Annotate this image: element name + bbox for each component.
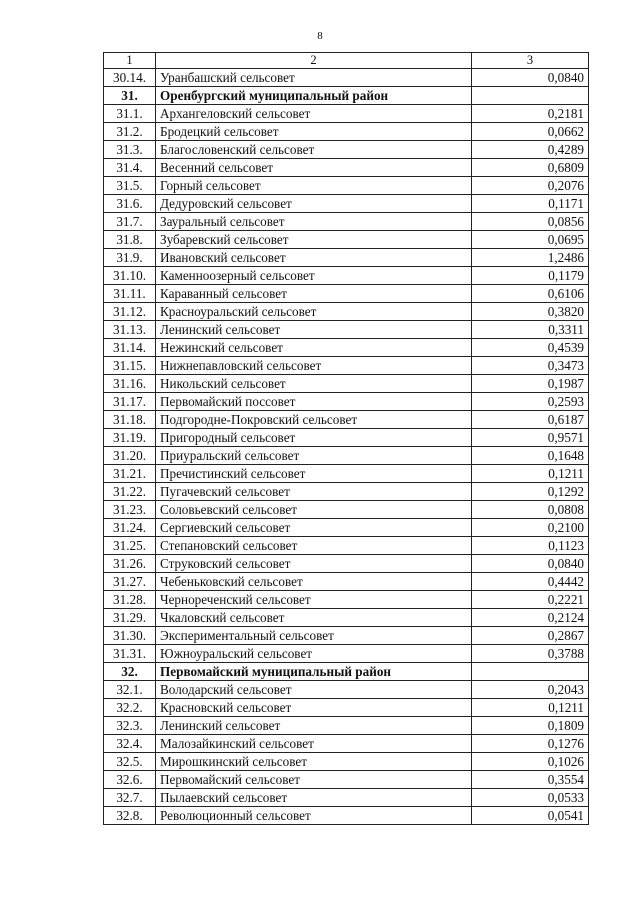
row-number: 31.6. bbox=[104, 195, 156, 213]
coefficient-value: 0,1809 bbox=[472, 717, 589, 735]
page-number: 8 bbox=[317, 30, 323, 42]
column-header-3: 3 bbox=[472, 53, 589, 69]
table-row bbox=[104, 123, 589, 141]
table-row bbox=[104, 303, 589, 321]
table-row bbox=[104, 717, 589, 735]
settlement-name: Пригородный сельсовет bbox=[156, 429, 472, 447]
table-row bbox=[104, 501, 589, 519]
coefficient-value: 0,6106 bbox=[472, 285, 589, 303]
table-row bbox=[104, 627, 589, 645]
table-row bbox=[104, 807, 589, 825]
coefficient-value: 0,1276 bbox=[472, 735, 589, 753]
settlement-name: Ивановский сельсовет bbox=[156, 249, 472, 267]
coefficient-value: 0,4289 bbox=[472, 141, 589, 159]
settlement-name: Бродецкий сельсовет bbox=[156, 123, 472, 141]
coefficient-value: 0,1211 bbox=[472, 465, 589, 483]
coefficient-value: 0,1648 bbox=[472, 447, 589, 465]
row-number: 31.25. bbox=[104, 537, 156, 555]
settlement-name: Революционный сельсовет bbox=[156, 807, 472, 825]
row-number: 31.3. bbox=[104, 141, 156, 159]
row-number: 31.8. bbox=[104, 231, 156, 249]
coefficient-value: 0,2100 bbox=[472, 519, 589, 537]
settlement-name: Володарский сельсовет bbox=[156, 681, 472, 699]
coefficient-value bbox=[472, 87, 589, 105]
coefficient-value: 0,1171 bbox=[472, 195, 589, 213]
settlement-name: Пылаевский сельсовет bbox=[156, 789, 472, 807]
table-row bbox=[104, 537, 589, 555]
table-body bbox=[104, 69, 589, 825]
coefficient-value: 0,2867 bbox=[472, 627, 589, 645]
settlement-name: Архангеловский сельсовет bbox=[156, 105, 472, 123]
table-row bbox=[104, 141, 589, 159]
table-row bbox=[104, 69, 589, 87]
row-number: 31.15. bbox=[104, 357, 156, 375]
settlement-name: Струковский сельсовет bbox=[156, 555, 472, 573]
row-number: 32.3. bbox=[104, 717, 156, 735]
coefficient-value: 0,0840 bbox=[472, 555, 589, 573]
settlement-name: Благословенский сельсовет bbox=[156, 141, 472, 159]
row-number: 31.12. bbox=[104, 303, 156, 321]
settlement-name: Малозайкинский сельсовет bbox=[156, 735, 472, 753]
table-row bbox=[104, 177, 589, 195]
coefficient-value: 0,0695 bbox=[472, 231, 589, 249]
settlement-name: Зауральный сельсовет bbox=[156, 213, 472, 231]
coefficient-value: 1,2486 bbox=[472, 249, 589, 267]
coefficient-value: 0,6809 bbox=[472, 159, 589, 177]
row-number: 31.20. bbox=[104, 447, 156, 465]
table-row bbox=[104, 681, 589, 699]
coefficient-value: 0,2593 bbox=[472, 393, 589, 411]
table-row bbox=[104, 195, 589, 213]
settlement-name: Чкаловский сельсовет bbox=[156, 609, 472, 627]
settlement-name: Красновский сельсовет bbox=[156, 699, 472, 717]
coefficient-value: 0,3820 bbox=[472, 303, 589, 321]
row-number: 31.18. bbox=[104, 411, 156, 429]
row-number: 31. bbox=[104, 87, 156, 105]
row-number: 31.29. bbox=[104, 609, 156, 627]
table-row bbox=[104, 411, 589, 429]
settlement-name: Чебеньковский сельсовет bbox=[156, 573, 472, 591]
column-header-1: 1 bbox=[104, 53, 156, 69]
settlement-name: Дедуровский сельсовет bbox=[156, 195, 472, 213]
settlement-name: Ленинский сельсовет bbox=[156, 321, 472, 339]
row-number: 31.19. bbox=[104, 429, 156, 447]
district-name: Оренбургский муниципальный район bbox=[156, 87, 472, 105]
row-number: 32.4. bbox=[104, 735, 156, 753]
settlement-name: Чернореченский сельсовет bbox=[156, 591, 472, 609]
settlement-name: Приуральский сельсовет bbox=[156, 447, 472, 465]
row-number: 31.4. bbox=[104, 159, 156, 177]
table-row bbox=[104, 105, 589, 123]
table-row bbox=[104, 339, 589, 357]
coefficient-value: 0,1179 bbox=[472, 267, 589, 285]
row-number: 31.16. bbox=[104, 375, 156, 393]
row-number: 31.10. bbox=[104, 267, 156, 285]
coefficient-value: 0,0840 bbox=[472, 69, 589, 87]
column-header-2: 2 bbox=[156, 53, 472, 69]
row-number: 32.6. bbox=[104, 771, 156, 789]
row-number: 30.14. bbox=[104, 69, 156, 87]
row-number: 31.31. bbox=[104, 645, 156, 663]
row-number: 32.5. bbox=[104, 753, 156, 771]
row-number: 31.1. bbox=[104, 105, 156, 123]
settlement-name: Соловьевский сельсовет bbox=[156, 501, 472, 519]
table-row bbox=[104, 573, 589, 591]
table-row bbox=[104, 591, 589, 609]
settlement-name: Первомайский поссовет bbox=[156, 393, 472, 411]
settlement-name: Пугачевский сельсовет bbox=[156, 483, 472, 501]
settlement-name: Пречистинский сельсовет bbox=[156, 465, 472, 483]
settlement-name: Первомайский сельсовет bbox=[156, 771, 472, 789]
settlement-name: Подгородне-Покровский сельсовет bbox=[156, 411, 472, 429]
table-row bbox=[104, 519, 589, 537]
row-number: 31.26. bbox=[104, 555, 156, 573]
row-number: 31.13. bbox=[104, 321, 156, 339]
coefficient-value: 0,3473 bbox=[472, 357, 589, 375]
coefficient-value: 0,0533 bbox=[472, 789, 589, 807]
coefficient-value: 0,2076 bbox=[472, 177, 589, 195]
settlement-name: Сергиевский сельсовет bbox=[156, 519, 472, 537]
table-row bbox=[104, 789, 589, 807]
district-row bbox=[104, 87, 589, 105]
coefficient-value: 0,4442 bbox=[472, 573, 589, 591]
coefficient-value: 0,3788 bbox=[472, 645, 589, 663]
settlement-name: Никольский сельсовет bbox=[156, 375, 472, 393]
table-row bbox=[104, 645, 589, 663]
row-number: 31.7. bbox=[104, 213, 156, 231]
table-row bbox=[104, 555, 589, 573]
coefficient-value bbox=[472, 663, 589, 681]
row-number: 31.14. bbox=[104, 339, 156, 357]
row-number: 31.28. bbox=[104, 591, 156, 609]
coefficient-value: 0,4539 bbox=[472, 339, 589, 357]
coefficient-value: 0,3311 bbox=[472, 321, 589, 339]
coefficient-value: 0,6187 bbox=[472, 411, 589, 429]
table-row bbox=[104, 699, 589, 717]
settlement-name: Нежинский сельсовет bbox=[156, 339, 472, 357]
table-row bbox=[104, 483, 589, 501]
coefficient-value: 0,0541 bbox=[472, 807, 589, 825]
row-number: 31.17. bbox=[104, 393, 156, 411]
coefficient-value: 0,2043 bbox=[472, 681, 589, 699]
table-row bbox=[104, 429, 589, 447]
row-number: 31.22. bbox=[104, 483, 156, 501]
table-row bbox=[104, 753, 589, 771]
coefficient-value: 0,2124 bbox=[472, 609, 589, 627]
coefficient-value: 0,1211 bbox=[472, 699, 589, 717]
table-row bbox=[104, 375, 589, 393]
settlement-name: Южноуральский сельсовет bbox=[156, 645, 472, 663]
settlement-name: Степановский сельсовет bbox=[156, 537, 472, 555]
row-number: 32.2. bbox=[104, 699, 156, 717]
table-row bbox=[104, 267, 589, 285]
table-row bbox=[104, 357, 589, 375]
settlement-name: Каменноозерный сельсовет bbox=[156, 267, 472, 285]
table-row bbox=[104, 285, 589, 303]
table-row bbox=[104, 447, 589, 465]
table-row bbox=[104, 159, 589, 177]
settlement-name: Весенний сельсовет bbox=[156, 159, 472, 177]
settlement-name: Караванный сельсовет bbox=[156, 285, 472, 303]
coefficient-value: 0,9571 bbox=[472, 429, 589, 447]
coefficient-value: 0,0856 bbox=[472, 213, 589, 231]
coefficient-value: 0,2181 bbox=[472, 105, 589, 123]
coefficient-value: 0,1123 bbox=[472, 537, 589, 555]
table-row bbox=[104, 735, 589, 753]
row-number: 31.24. bbox=[104, 519, 156, 537]
row-number: 31.30. bbox=[104, 627, 156, 645]
settlement-name: Горный сельсовет bbox=[156, 177, 472, 195]
district-name: Первомайский муниципальный район bbox=[156, 663, 472, 681]
table-row bbox=[104, 321, 589, 339]
table-row bbox=[104, 393, 589, 411]
settlement-name: Экспериментальный сельсовет bbox=[156, 627, 472, 645]
row-number: 31.23. bbox=[104, 501, 156, 519]
table-row bbox=[104, 213, 589, 231]
table-header-row bbox=[104, 53, 589, 69]
row-number: 32.1. bbox=[104, 681, 156, 699]
table-row bbox=[104, 231, 589, 249]
row-number: 31.2. bbox=[104, 123, 156, 141]
row-number: 31.5. bbox=[104, 177, 156, 195]
district-row bbox=[104, 663, 589, 681]
coefficient-value: 0,2221 bbox=[472, 591, 589, 609]
row-number: 32.7. bbox=[104, 789, 156, 807]
row-number: 31.21. bbox=[104, 465, 156, 483]
settlement-name: Ленинский сельсовет bbox=[156, 717, 472, 735]
row-number: 32. bbox=[104, 663, 156, 681]
row-number: 31.9. bbox=[104, 249, 156, 267]
coefficient-value: 0,3554 bbox=[472, 771, 589, 789]
row-number: 32.8. bbox=[104, 807, 156, 825]
settlement-name: Нижнепавловский сельсовет bbox=[156, 357, 472, 375]
row-number: 31.11. bbox=[104, 285, 156, 303]
table-row bbox=[104, 465, 589, 483]
settlement-name: Мирошкинский сельсовет bbox=[156, 753, 472, 771]
coefficient-value: 0,1026 bbox=[472, 753, 589, 771]
table-row bbox=[104, 771, 589, 789]
coefficient-value: 0,1987 bbox=[472, 375, 589, 393]
table-row bbox=[104, 249, 589, 267]
settlement-name: Уранбашский сельсовет bbox=[156, 69, 472, 87]
row-number: 31.27. bbox=[104, 573, 156, 591]
coefficient-value: 0,0808 bbox=[472, 501, 589, 519]
settlement-name: Красноуральский сельсовет bbox=[156, 303, 472, 321]
coefficient-value: 0,1292 bbox=[472, 483, 589, 501]
allocation-table bbox=[103, 52, 589, 825]
settlement-name: Зубаревский сельсовет bbox=[156, 231, 472, 249]
coefficient-value: 0,0662 bbox=[472, 123, 589, 141]
table-row bbox=[104, 609, 589, 627]
